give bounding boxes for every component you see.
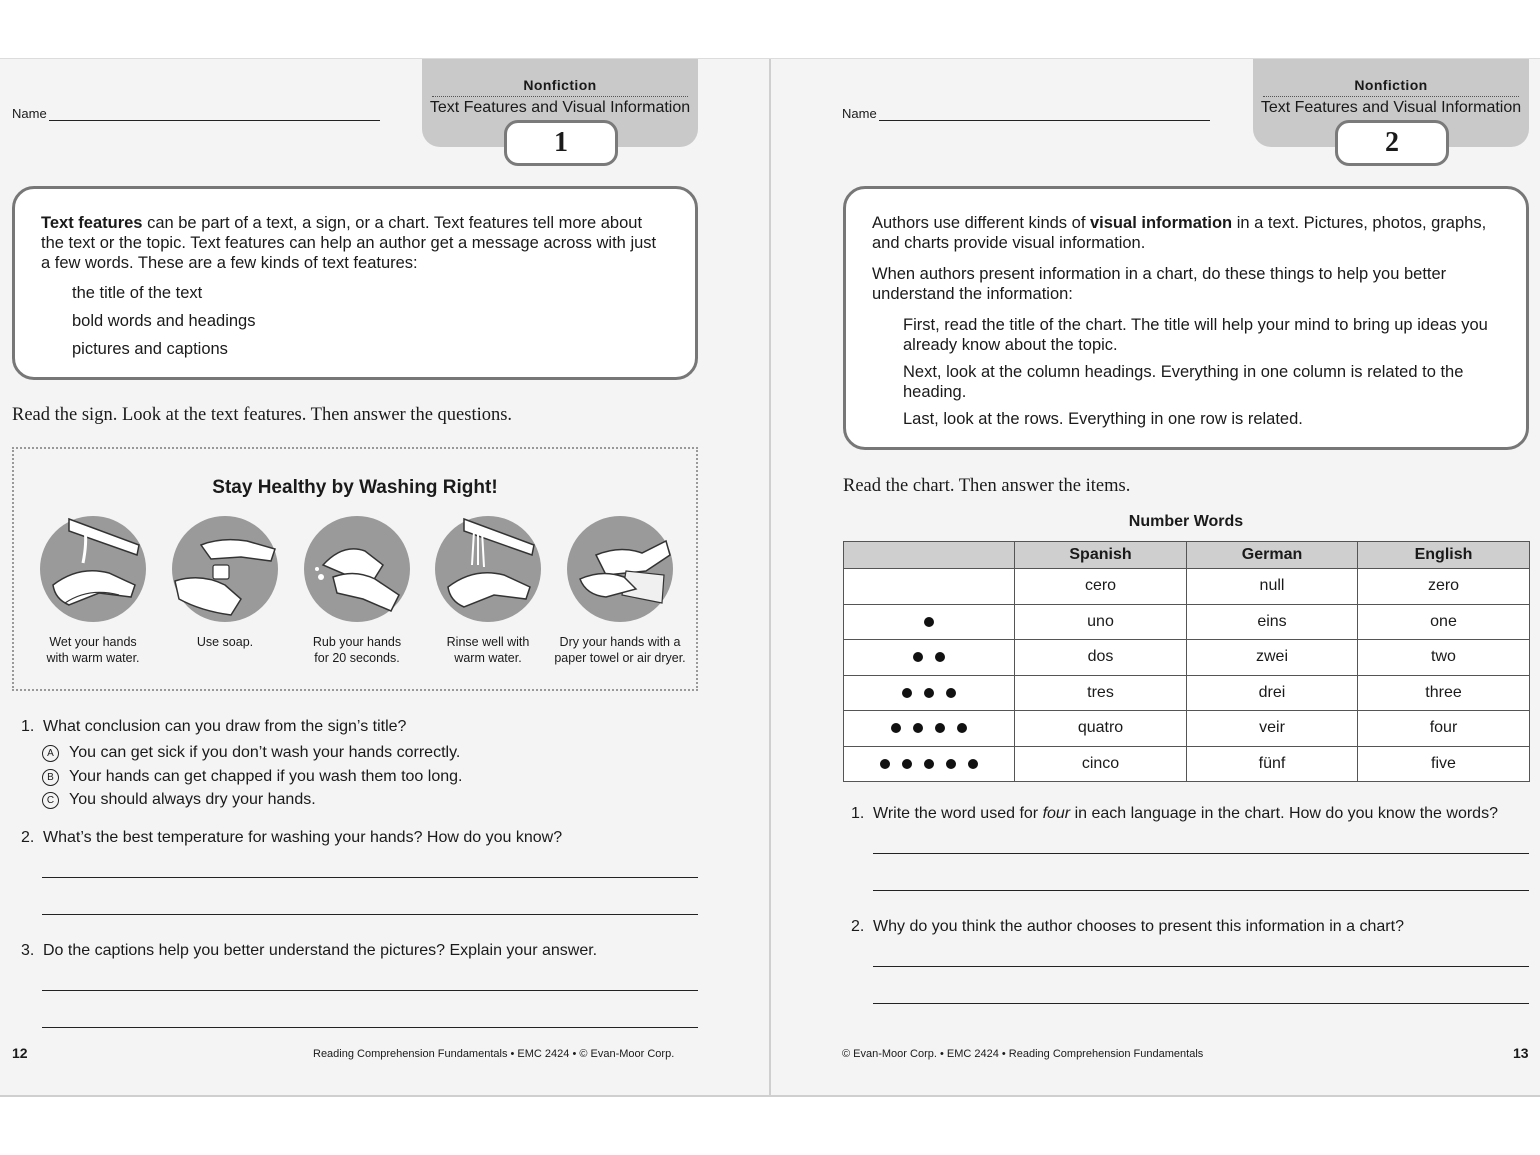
- info-bold-term: Text features: [41, 214, 143, 232]
- table-cell: quatro: [1015, 711, 1187, 747]
- answer-line[interactable]: [873, 890, 1529, 891]
- question-text: Why do you think the author chooses to present this information in a chart?: [873, 918, 1404, 935]
- info-list-item: the title of the text: [72, 284, 203, 302]
- question-number: 1.: [851, 805, 865, 822]
- option-bubble[interactable]: B: [42, 769, 59, 786]
- dot-count-cell: [844, 569, 1015, 605]
- table-row: [844, 640, 1530, 676]
- info-box: [843, 186, 1529, 450]
- lesson-number: 1: [504, 120, 618, 166]
- dot-count-cell: [844, 675, 1015, 711]
- tab-divider: [432, 96, 688, 97]
- sign-step-soap: [155, 515, 295, 650]
- answer-line[interactable]: [873, 966, 1529, 967]
- sign-step-dry: [549, 515, 691, 666]
- option-bubble[interactable]: C: [42, 792, 59, 809]
- tab-subtitle: Text Features and Visual Information: [1260, 99, 1522, 116]
- table-cell: zwei: [1187, 640, 1358, 676]
- wet-hands-illustration: [39, 515, 147, 623]
- table-cell: zero: [1358, 569, 1530, 605]
- name-write-line[interactable]: [879, 108, 1210, 121]
- answer-line[interactable]: [42, 990, 698, 991]
- instructions: Read the chart. Then answer the items.: [843, 476, 1131, 496]
- question-text: What conclusion can you draw from the sign’s title?: [43, 718, 407, 735]
- rinse-hands-illustration: [434, 515, 542, 623]
- option-text: Your hands can get chapped if you wash them too long.: [69, 768, 463, 785]
- count-dot: [913, 652, 923, 662]
- column-header: Spanish: [1015, 542, 1187, 569]
- open-workbook: [0, 58, 1540, 1097]
- count-dot: [902, 688, 912, 698]
- info-bold-term: visual information: [1090, 214, 1233, 232]
- column-header: [844, 542, 1015, 569]
- rub-hands-illustration: [303, 515, 411, 623]
- lesson-tab: [422, 59, 698, 158]
- info-list-item: pictures and captions: [72, 340, 228, 358]
- column-header: German: [1187, 542, 1358, 569]
- table-cell: drei: [1187, 675, 1358, 711]
- dot-count-cell: [844, 640, 1015, 676]
- dot-count-cell: [844, 711, 1015, 747]
- count-dot: [902, 759, 912, 769]
- info-box: [12, 186, 698, 380]
- step-caption: Wet your hands with warm water.: [46, 635, 140, 665]
- info-list-item: bold words and headings: [72, 312, 256, 330]
- dry-hands-illustration: [566, 515, 674, 623]
- info-list-item: First, read the title of the chart. The title will help your mind to bring up ideas you already know about the topic.: [903, 316, 1488, 354]
- table-cell: two: [1358, 640, 1530, 676]
- name-write-line[interactable]: [49, 108, 380, 121]
- option-text: You can get sick if you don’t wash your hands correctly.: [69, 744, 461, 761]
- answer-line[interactable]: [42, 914, 698, 915]
- tab-category: Nonfiction: [1354, 77, 1428, 93]
- table-cell: tres: [1015, 675, 1187, 711]
- count-dot: [913, 723, 923, 733]
- answer-line[interactable]: [873, 1003, 1529, 1004]
- tab-divider: [1263, 96, 1519, 97]
- question-number: 1.: [21, 718, 35, 735]
- info-list-item: Last, look at the rows. Everything in one row is related.: [903, 410, 1303, 428]
- count-dot: [924, 617, 934, 627]
- question-number: 3.: [21, 942, 35, 959]
- table-cell: three: [1358, 675, 1530, 711]
- count-dot: [924, 759, 934, 769]
- dot-count-cell: [844, 604, 1015, 640]
- name-field[interactable]: [12, 106, 380, 121]
- info-paragraph: Authors use different kinds of visual information in a text. Pictures, photos, graphs, and charts provide visual information.: [872, 214, 1487, 252]
- info-list-item: Next, look at the column headings. Everything in one column is related to the heading.: [903, 363, 1464, 401]
- step-caption: Use soap.: [196, 635, 254, 649]
- column-header: English: [1358, 542, 1530, 569]
- sign-title: Stay Healthy by Washing Right!: [212, 477, 498, 498]
- count-dot: [946, 688, 956, 698]
- table-cell: cero: [1015, 569, 1187, 605]
- count-dot: [968, 759, 978, 769]
- question-number: 2.: [851, 918, 865, 935]
- table-cell: five: [1358, 746, 1530, 782]
- number-words-table: [843, 541, 1530, 782]
- question-text: What’s the best temperature for washing your hands? How do you know?: [43, 829, 563, 846]
- info-paragraph: When authors present information in a chart, do these things to help you better understand the information:: [872, 265, 1447, 303]
- table-title: Number Words: [1128, 513, 1244, 530]
- page-number: 13: [1513, 1045, 1529, 1061]
- answer-option-b[interactable]: [42, 768, 462, 786]
- count-dot: [891, 723, 901, 733]
- table-row: [844, 675, 1530, 711]
- question-text: Write the word used for four in each language in the chart. How do you know the words?: [873, 805, 1498, 822]
- sign-step-wet: [23, 515, 163, 666]
- answer-option-a[interactable]: [42, 744, 460, 762]
- option-text: You should always dry your hands.: [69, 791, 316, 808]
- answer-line[interactable]: [42, 877, 698, 878]
- hand-washing-sign: [12, 447, 698, 691]
- question-emphasis: four: [1042, 805, 1071, 822]
- name-field[interactable]: [842, 106, 1210, 121]
- question-text: Do the captions help you better understand the pictures? Explain your answer.: [43, 942, 598, 959]
- table-cell: dos: [1015, 640, 1187, 676]
- count-dot: [935, 652, 945, 662]
- option-bubble[interactable]: A: [42, 745, 59, 762]
- table-row: [844, 746, 1530, 782]
- step-caption: Rinse well with warm water.: [446, 635, 530, 665]
- table-cell: cinco: [1015, 746, 1187, 782]
- use-soap-illustration: [171, 515, 279, 623]
- tab-subtitle: Text Features and Visual Information: [429, 99, 691, 116]
- table-cell: null: [1187, 569, 1358, 605]
- tab-category: Nonfiction: [523, 77, 597, 93]
- instructions: Read the sign. Look at the text features. Then answer the questions.: [12, 405, 513, 425]
- lesson-number: 2: [1335, 120, 1449, 166]
- answer-option-c[interactable]: [42, 791, 316, 809]
- table-cell: one: [1358, 604, 1530, 640]
- dot-count-cell: [844, 746, 1015, 782]
- count-dot: [957, 723, 967, 733]
- page-footer: © Evan-Moor Corp. • EMC 2424 • Reading Comprehension Fundamentals: [842, 1048, 1204, 1060]
- answer-line[interactable]: [42, 1027, 698, 1028]
- right-page: [771, 59, 1540, 1095]
- info-text: can be part of a text, a sign, or a chart. Text features tell more about the text or the topic. Text features can help an author get a message across with just a few words. These are a few kinds of text features:: [41, 214, 657, 272]
- page-footer: Reading Comprehension Fundamentals • EMC 2424 • © Evan-Moor Corp.: [313, 1048, 675, 1060]
- table-row: [844, 569, 1530, 605]
- count-dot: [924, 688, 934, 698]
- name-label: Name: [12, 106, 47, 121]
- lesson-tab: [1253, 59, 1529, 158]
- page-number: 12: [12, 1045, 28, 1061]
- table-cell: four: [1358, 711, 1530, 747]
- table-header-row: [844, 542, 1530, 569]
- step-caption: Dry your hands with a paper towel or air dryer.: [554, 635, 686, 665]
- count-dot: [880, 759, 890, 769]
- table-cell: fünf: [1187, 746, 1358, 782]
- sign-step-rinse: [418, 515, 558, 666]
- name-label: Name: [842, 106, 877, 121]
- left-page: [0, 59, 769, 1095]
- answer-line[interactable]: [873, 853, 1529, 854]
- step-caption: Rub your hands for 20 seconds.: [312, 635, 402, 665]
- count-dot: [935, 723, 945, 733]
- question-number: 2.: [21, 829, 35, 846]
- table-row: [844, 604, 1530, 640]
- sign-step-rub: [287, 515, 427, 666]
- count-dot: [946, 759, 956, 769]
- table-cell: veir: [1187, 711, 1358, 747]
- info-paragraph: [41, 213, 669, 273]
- table-cell: uno: [1015, 604, 1187, 640]
- table-row: [844, 711, 1530, 747]
- table-cell: eins: [1187, 604, 1358, 640]
